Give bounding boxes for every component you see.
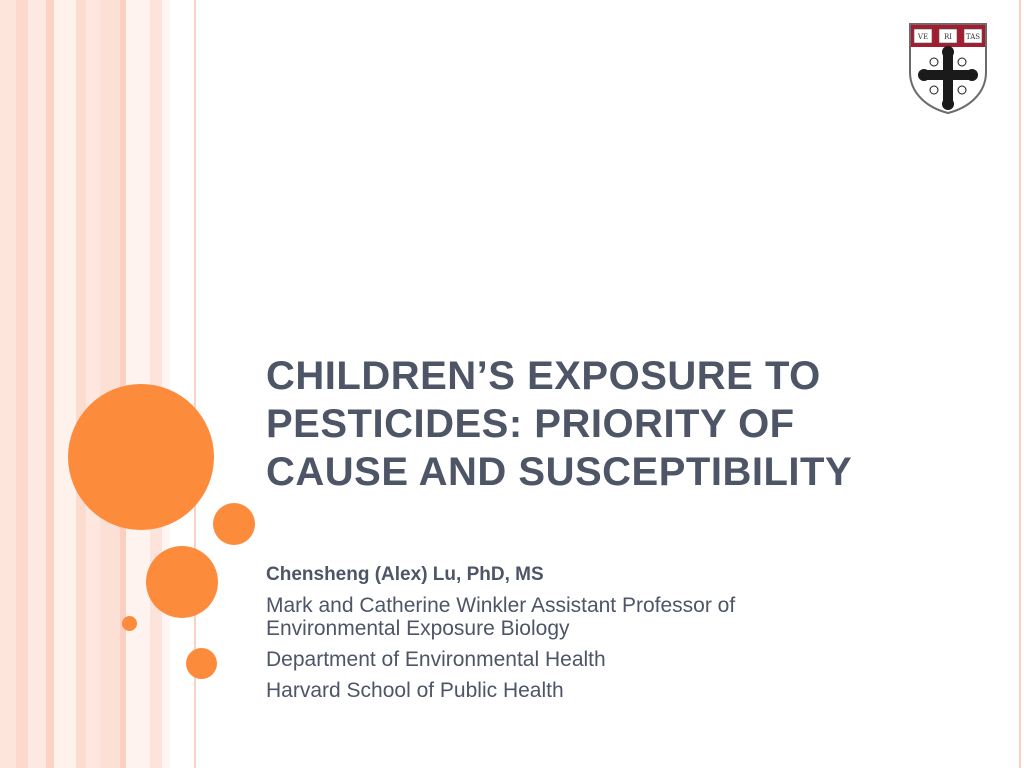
decor-stripe: [0, 0, 16, 768]
author-name: Chensheng (Alex) Lu, PhD, MS: [266, 564, 544, 585]
title-line: CAUSE AND SUSCEPTIBILITY: [266, 450, 853, 494]
position-line: Mark and Catherine Winkler Assistant Professor of: [266, 594, 736, 617]
decor-circle-small: [213, 503, 255, 545]
title-line: CHILDREN’S EXPOSURE TO: [266, 354, 821, 398]
decor-circle-medium: [146, 546, 218, 618]
decor-stripe: [86, 0, 100, 768]
author-position: [266, 594, 986, 640]
decor-circle-tiny: [122, 616, 137, 631]
decor-stripe: [76, 0, 86, 768]
decor-stripe: [54, 0, 76, 768]
decor-right-line: [1019, 0, 1021, 768]
school: Harvard School of Public Health: [266, 679, 564, 702]
title-line: PESTICIDES: PRIORITY OF: [266, 402, 795, 446]
decor-stripe: [16, 0, 28, 768]
decor-stripe: [28, 0, 46, 768]
motto-part: VE: [917, 33, 929, 41]
slide-title: [266, 352, 986, 496]
harvard-shield-icon: [908, 22, 988, 114]
decor-stripe: [162, 0, 170, 768]
decor-stripe: [46, 0, 54, 768]
slide-subtitle: [266, 562, 986, 710]
decor-stripe: [100, 0, 120, 768]
motto-part: RI: [943, 33, 953, 41]
position-line: Environmental Exposure Biology: [266, 617, 570, 640]
decor-circle-large: [68, 384, 214, 530]
department: Department of Environmental Health: [266, 648, 606, 671]
decor-circle-small: [186, 648, 217, 679]
motto-part: TAS: [965, 33, 981, 41]
